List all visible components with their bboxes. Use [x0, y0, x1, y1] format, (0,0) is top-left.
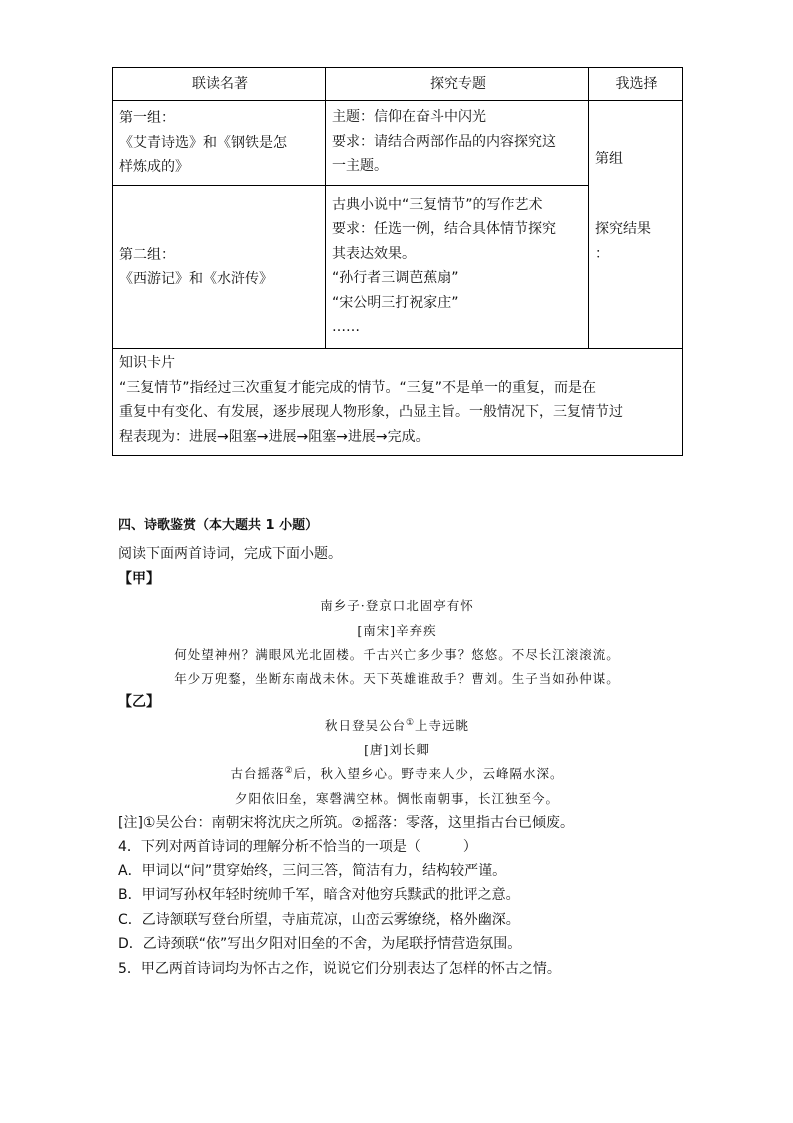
- group2-topic: [326, 186, 589, 349]
- group1-topic-line: 一主题。: [332, 158, 388, 175]
- poem-yi-label: 【乙】: [118, 694, 160, 710]
- knowledge-card-line: 程表现为：进展→阻塞→进展→阻塞→进展→完成。: [119, 428, 430, 445]
- header-choice: 我选择: [589, 68, 683, 101]
- group1-topic-line: 要求：请结合两部作品的内容探究这: [332, 133, 556, 150]
- group2-books-line: 《西游记》和《水浒传》: [119, 271, 273, 287]
- knowledge-card: [113, 349, 683, 456]
- choice-group-blank[interactable]: 第组: [595, 150, 623, 167]
- option-b[interactable]: B．甲词写孙权年轻时统帅千军，暗含对他穷兵黩武的批评之意。: [118, 887, 520, 903]
- knowledge-card-line: 重复中有变化、有发展，逐步展现人物形象，凸显主旨。一般情况下，三复情节过: [119, 404, 623, 420]
- group2-books: [113, 186, 326, 349]
- section-title: 四、诗歌鉴赏（本大题共 1 小题）: [118, 518, 319, 533]
- group2-topic-line: ……: [332, 319, 360, 335]
- group2-topic-line: 其表达效果。: [332, 245, 416, 262]
- group2-topic-line: “宋公明三打祝家庄”: [332, 294, 459, 311]
- poem-yi-author: [唐]刘长卿: [364, 742, 430, 757]
- group1-books-line1: 《艾青诗选》和《钢铁是怎: [119, 134, 287, 151]
- group1-topic: [326, 101, 589, 186]
- poem-yi-line: [112, 764, 682, 782]
- poem-yi-line: 夕阳依旧垒，寒磬满空林。惆怅南朝事，长江独至今。: [234, 791, 559, 806]
- group1-books-line2: 样炼成的》: [119, 159, 189, 176]
- group1-books: [113, 101, 326, 186]
- group2-topic-line: 古典小说中“三复情节”的写作艺术: [332, 196, 543, 213]
- table-row-knowledge: [113, 349, 683, 456]
- question-5: 5．甲乙两首诗词均为怀古之作，说说它们分别表达了怎样的怀古之情。: [118, 961, 561, 977]
- poem-jia-line: 年少万兜鍪，坐断东南战未休。天下英雄谁敌手？曹刘。生子当如孙仲谋。: [174, 671, 620, 686]
- poem-yi-title-text: 秋日登吴公台: [324, 718, 406, 733]
- poem-yi-line-text: 后，秋入望乡心。野寺来人少，云峰隔水深。: [293, 766, 564, 781]
- option-a[interactable]: A．甲词以“问”贯穿始终，三问三答，简洁有力，结构较严谨。: [118, 863, 507, 879]
- instruction: 阅读下面两首诗词，完成下面小题。: [118, 546, 342, 562]
- table-row-group1: [113, 101, 683, 186]
- group2-label: 第二组：: [119, 246, 175, 263]
- poem-yi-title-text: 上寺远眺: [415, 718, 470, 733]
- annotation-note: [注]①吴公台：南朝宋将沈庆之所筑。②摇落：零落，这里指古台已倾废。: [118, 815, 575, 831]
- header-books: 联读名著: [113, 68, 326, 101]
- question-4: 4．下列对两首诗词的理解分析不恰当的一项是（ ）: [118, 839, 477, 855]
- knowledge-card-title: 知识卡片: [119, 355, 175, 371]
- option-c[interactable]: C．乙诗颔联写登台所望，寺庙荒凉，山峦云雾缭绕，格外幽深。: [118, 912, 520, 928]
- choice-result[interactable]: [595, 217, 678, 266]
- knowledge-card-line: “三复情节”指经过三次重复才能完成的情节。“三复”不是单一的重复，而是在: [119, 379, 597, 396]
- poem-jia-author: [南宋]辛弃疾: [357, 623, 437, 638]
- reading-table: [112, 67, 683, 456]
- poem-yi-title: [112, 716, 682, 734]
- footnote-mark: ①: [405, 717, 416, 728]
- option-d[interactable]: D．乙诗颈联“依”写出夕阳对旧垒的不舍，为尾联抒情营造氛围。: [118, 936, 522, 952]
- choice-result-label: 探究结果: [595, 221, 651, 237]
- group1-label: 第一组：: [119, 110, 175, 127]
- header-topic: 探究专题: [326, 68, 589, 101]
- poem-yi-line-text: 古台摇落: [230, 766, 285, 781]
- choice-cell[interactable]: [589, 101, 683, 349]
- poem-jia-title: 南乡子·登京口北固亭有怀: [320, 598, 474, 613]
- choice-result-colon: ：: [595, 245, 609, 262]
- group2-topic-line: “孙行者三调芭蕉扇”: [332, 270, 459, 286]
- poem-jia-line: 何处望神州？满眼风光北固楼。千古兴亡多少事？悠悠。不尽长江滚滚流。: [174, 647, 620, 662]
- footnote-mark: ②: [284, 765, 294, 776]
- table-header-row: [113, 68, 683, 101]
- poem-jia-label: 【甲】: [118, 571, 160, 587]
- group2-topic-line: 要求：任选一例，结合具体情节探究: [332, 221, 556, 237]
- group1-topic-line: 主题：信仰在奋斗中闪光: [332, 109, 486, 126]
